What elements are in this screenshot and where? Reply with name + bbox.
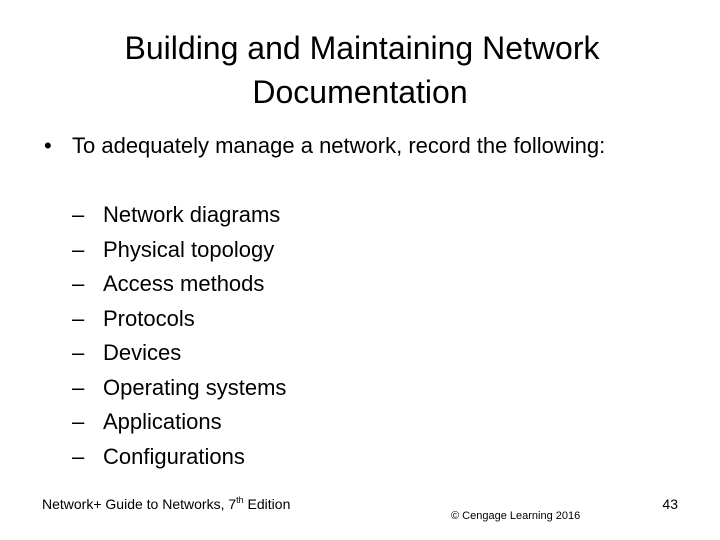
sub-bullet-text: Network diagrams bbox=[103, 202, 281, 227]
sub-bullet-item bbox=[72, 198, 472, 233]
main-bullet-text: To adequately manage a network, record the following: bbox=[72, 133, 606, 158]
sub-bullet-item bbox=[72, 302, 472, 337]
sub-bullet-item bbox=[72, 233, 472, 268]
sub-bullet-text: Applications bbox=[103, 409, 222, 434]
sub-bullet-text: Protocols bbox=[103, 305, 195, 331]
dash-icon: – bbox=[72, 340, 85, 365]
slide-title-line-2: Documentation bbox=[252, 74, 468, 110]
dash-icon: – bbox=[72, 202, 85, 227]
slide-title-line-1: Building and Maintaining Network bbox=[124, 30, 600, 66]
sub-bullet-item bbox=[72, 405, 472, 440]
sub-bullet-text: Configurations bbox=[103, 443, 245, 469]
dash-icon: – bbox=[72, 236, 85, 262]
sub-bullet-item bbox=[72, 336, 472, 371]
dash-icon: – bbox=[72, 443, 85, 469]
footer-copyright: © Cengage Learning 2016 bbox=[451, 510, 581, 522]
sub-bullet-list bbox=[72, 198, 472, 474]
footer-book-title bbox=[42, 495, 290, 513]
sub-bullet-item bbox=[72, 267, 472, 302]
sub-bullet-text: Devices bbox=[103, 340, 182, 365]
sub-bullet-text: Access methods bbox=[103, 271, 265, 296]
page-number: 43 bbox=[662, 496, 678, 512]
sub-bullet-item bbox=[72, 440, 472, 475]
dash-icon: – bbox=[72, 271, 85, 296]
dash-icon: – bbox=[72, 305, 85, 331]
sub-bullet-item bbox=[72, 371, 472, 406]
bullet-icon: • bbox=[44, 133, 52, 158]
slide-title bbox=[0, 26, 720, 114]
main-bullet bbox=[44, 132, 684, 160]
footer-book-title-prefix: Network+ Guide to Networks, 7 bbox=[42, 496, 237, 512]
sub-bullet-text: Physical topology bbox=[103, 236, 275, 262]
sub-bullet-text: Operating systems bbox=[103, 374, 287, 400]
dash-icon: – bbox=[72, 409, 85, 434]
footer-book-title-suffix: Edition bbox=[243, 496, 291, 512]
dash-icon: – bbox=[72, 374, 85, 400]
footer-book-title-superscript: th bbox=[236, 495, 244, 505]
